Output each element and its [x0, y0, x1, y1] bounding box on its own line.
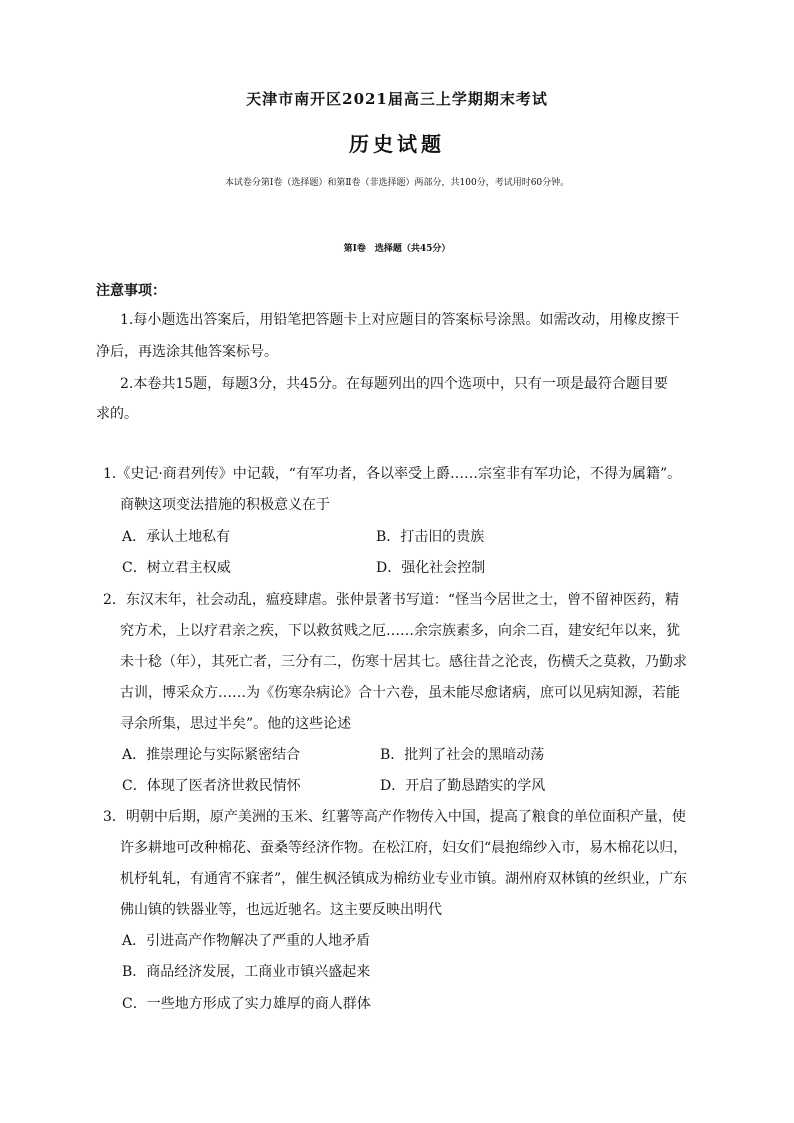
notice-item-1-line-2: 净后，再选涂其他答案标号。: [96, 344, 278, 360]
question-1-line-2: 商鞅这项变法措施的积极意义在于: [120, 497, 330, 513]
question-2-line-5: 寻余所集，思过半矣”。他的这些论述: [120, 716, 352, 732]
section-title: 第Ⅰ卷 选择题（共45分）: [343, 244, 451, 254]
exam-title: 天津市南开区2021届高三上学期期末考试: [246, 90, 548, 108]
question-2-line-2: 究方术，上以疗君亲之疾，下以救贫贱之厄……余宗族素多，向余二百，建安纪年以来，犹: [120, 623, 680, 639]
question-3-line-1: 3．明朝中后期，原产美洲的玉米、红薯等高产作物传入中国，提高了粮食的单位面积产量，使: [103, 809, 686, 825]
notice-item-2-line-1: 2.本卷共15题，每题3分，共45分。在每题列出的四个选项中，只有一项是最符合题目要: [120, 376, 668, 392]
question-3-line-4: 佛山镇的铁器业等，也远近驰名。这主要反映出明代: [120, 902, 442, 918]
question-3-line-3: 机杼轧轧，有通宵不寐者”，催生枫泾镇成为棉纺业专业市镇。湖州府双林镇的丝织业，广东: [120, 871, 688, 887]
question-2-line-4: 古训，博采众方……为《伤寒杂病论》合十六卷，虽未能尽愈诸病，庶可以见病知源，若能: [120, 685, 680, 701]
notice-item-2-line-2: 求的。: [96, 406, 138, 422]
question-3-option-a: A．引进高产作物解决了严重的人地矛盾: [122, 933, 371, 949]
question-2-option-d: D．开启了勤恳踏实的学风: [380, 778, 546, 794]
question-1-option-a: A．承认土地私有: [122, 529, 231, 545]
notice-item-1-line-1: 1.每小题选出答案后，用铅笔把答题卡上对应题目的答案标号涂黑。如需改动，用橡皮擦干: [120, 312, 680, 328]
question-2-option-b: B．批判了社会的黑暗动荡: [380, 747, 545, 763]
question-3-option-b: B．商品经济发展，工商业市镇兴盛起来: [122, 964, 371, 980]
question-1-option-b: B．打击旧的贵族: [376, 529, 485, 545]
question-3-line-2: 许多耕地可改种棉花、蚕桑等经济作物。在松江府，妇女们“晨抱绵纱入市，易木棉花以归，: [120, 840, 688, 856]
question-1-option-d: D．强化社会控制: [376, 560, 486, 576]
question-2-option-a: A．推崇理论与实际紧密结合: [122, 747, 301, 763]
question-1-line-1: 1.《史记·商君列传》中记载，“有军功者，各以率受上爵……宗室非有军功论，不得为属籍”。: [103, 466, 682, 482]
question-1-option-c: C．树立君主权威: [122, 560, 231, 576]
subject-title: 历史试题: [349, 132, 445, 156]
question-2-line-3: 未十稔（年），其死亡者，三分有二，伤寒十居其七。感往昔之沦丧，伤横夭之莫救，乃勤求: [120, 654, 687, 670]
notice-heading: 注意事项：: [96, 283, 166, 299]
exam-intro: 本试卷分第Ⅰ卷（选择题）和第Ⅱ卷（非选择题）两部分，共100分，考试用时60分钟。: [224, 178, 570, 188]
question-3-option-c: C．一些地方形成了实力雄厚的商人群体: [122, 996, 371, 1012]
question-2-option-c: C．体现了医者济世救民情怀: [122, 778, 301, 794]
question-2-line-1: 2．东汉末年，社会动乱，瘟疫肆虐。张仲景著书写道：“怪当今居世之士，曾不留神医药，精: [103, 592, 680, 608]
